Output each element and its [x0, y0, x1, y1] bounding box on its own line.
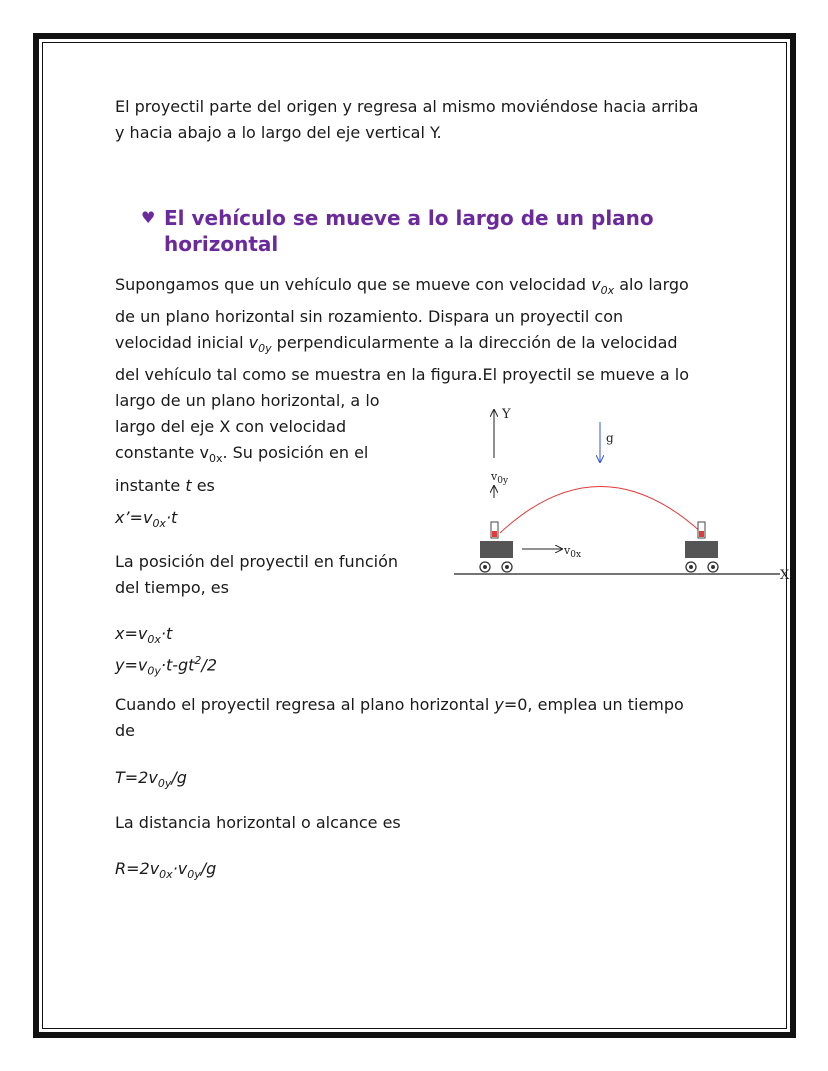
- voy-label: $v_{0y}$: [491, 470, 509, 486]
- heading-text: [164, 205, 654, 257]
- x-axis-label: X: [780, 568, 790, 583]
- gravity-label: g: [606, 431, 614, 445]
- paragraph-range: [115, 810, 401, 836]
- heading-line: El vehículo se mueve a lo largo de un plano: [164, 206, 654, 230]
- text-line: largo del eje X con velocidad: [115, 417, 347, 437]
- text-line: instante t es: [115, 475, 215, 495]
- equation-R: $R=2v_{0x}\cdot v_{0y}/g$: [115, 859, 217, 882]
- text-line: velocidad inicial $v_{0y}$ perpendicularmente a la dirección de la velocidad: [115, 333, 678, 356]
- text-line: largo de un plano horizontal, a lo: [115, 391, 380, 411]
- projectile-figure: [450, 400, 795, 590]
- text-line: La distancia horizontal o alcance es: [115, 813, 401, 832]
- paragraph-time: [115, 692, 684, 744]
- text-line: de un plano horizontal sin rozamiento. Dispara un proyectil con: [115, 307, 624, 327]
- intro-line: y hacia abajo a lo largo del eje vertical Y.: [115, 123, 442, 142]
- trajectory-curve: [500, 487, 702, 534]
- intro-paragraph: [115, 94, 698, 146]
- vox-label: $v_{0x}$: [564, 544, 582, 560]
- text-line: La posición del proyectil en función: [115, 552, 399, 571]
- projectile-left: [492, 531, 497, 537]
- equation-y: $y=v_{0y}\cdot t-gt^2/2$: [115, 654, 217, 678]
- equation-x: $x=v_{0x}\cdot t$: [115, 624, 173, 647]
- y-axis-label: Y: [502, 407, 511, 422]
- heart-bullet-icon: ♥: [141, 208, 156, 227]
- paragraph-position: [115, 549, 398, 601]
- text-line: Supongamos que un vehículo que se mueve con velocidad $v_{0x}$ alo largo: [115, 275, 689, 298]
- equation-T: $T=2v_{0y}/g$: [115, 768, 187, 791]
- cart-left: [480, 541, 513, 558]
- heading-line: horizontal: [164, 232, 279, 256]
- intro-line: El proyectil parte del origen y regresa al mismo moviéndose hacia arriba: [115, 97, 699, 116]
- projectile-right: [699, 531, 704, 537]
- cart-right: [685, 541, 718, 558]
- text-line: constante $v_{0x}$. Su posición en el: [115, 443, 369, 466]
- text-line: del vehículo tal como se muestra en la figura.El proyectil se mueve a lo: [115, 365, 690, 385]
- equation-x-prime: $x’=v_{0x}\cdot t$: [115, 508, 178, 531]
- text-line: de: [115, 721, 135, 740]
- text-line: Cuando el proyectil regresa al plano horizontal y=0, emplea un tiempo: [115, 695, 684, 714]
- text-line: del tiempo, es: [115, 578, 229, 597]
